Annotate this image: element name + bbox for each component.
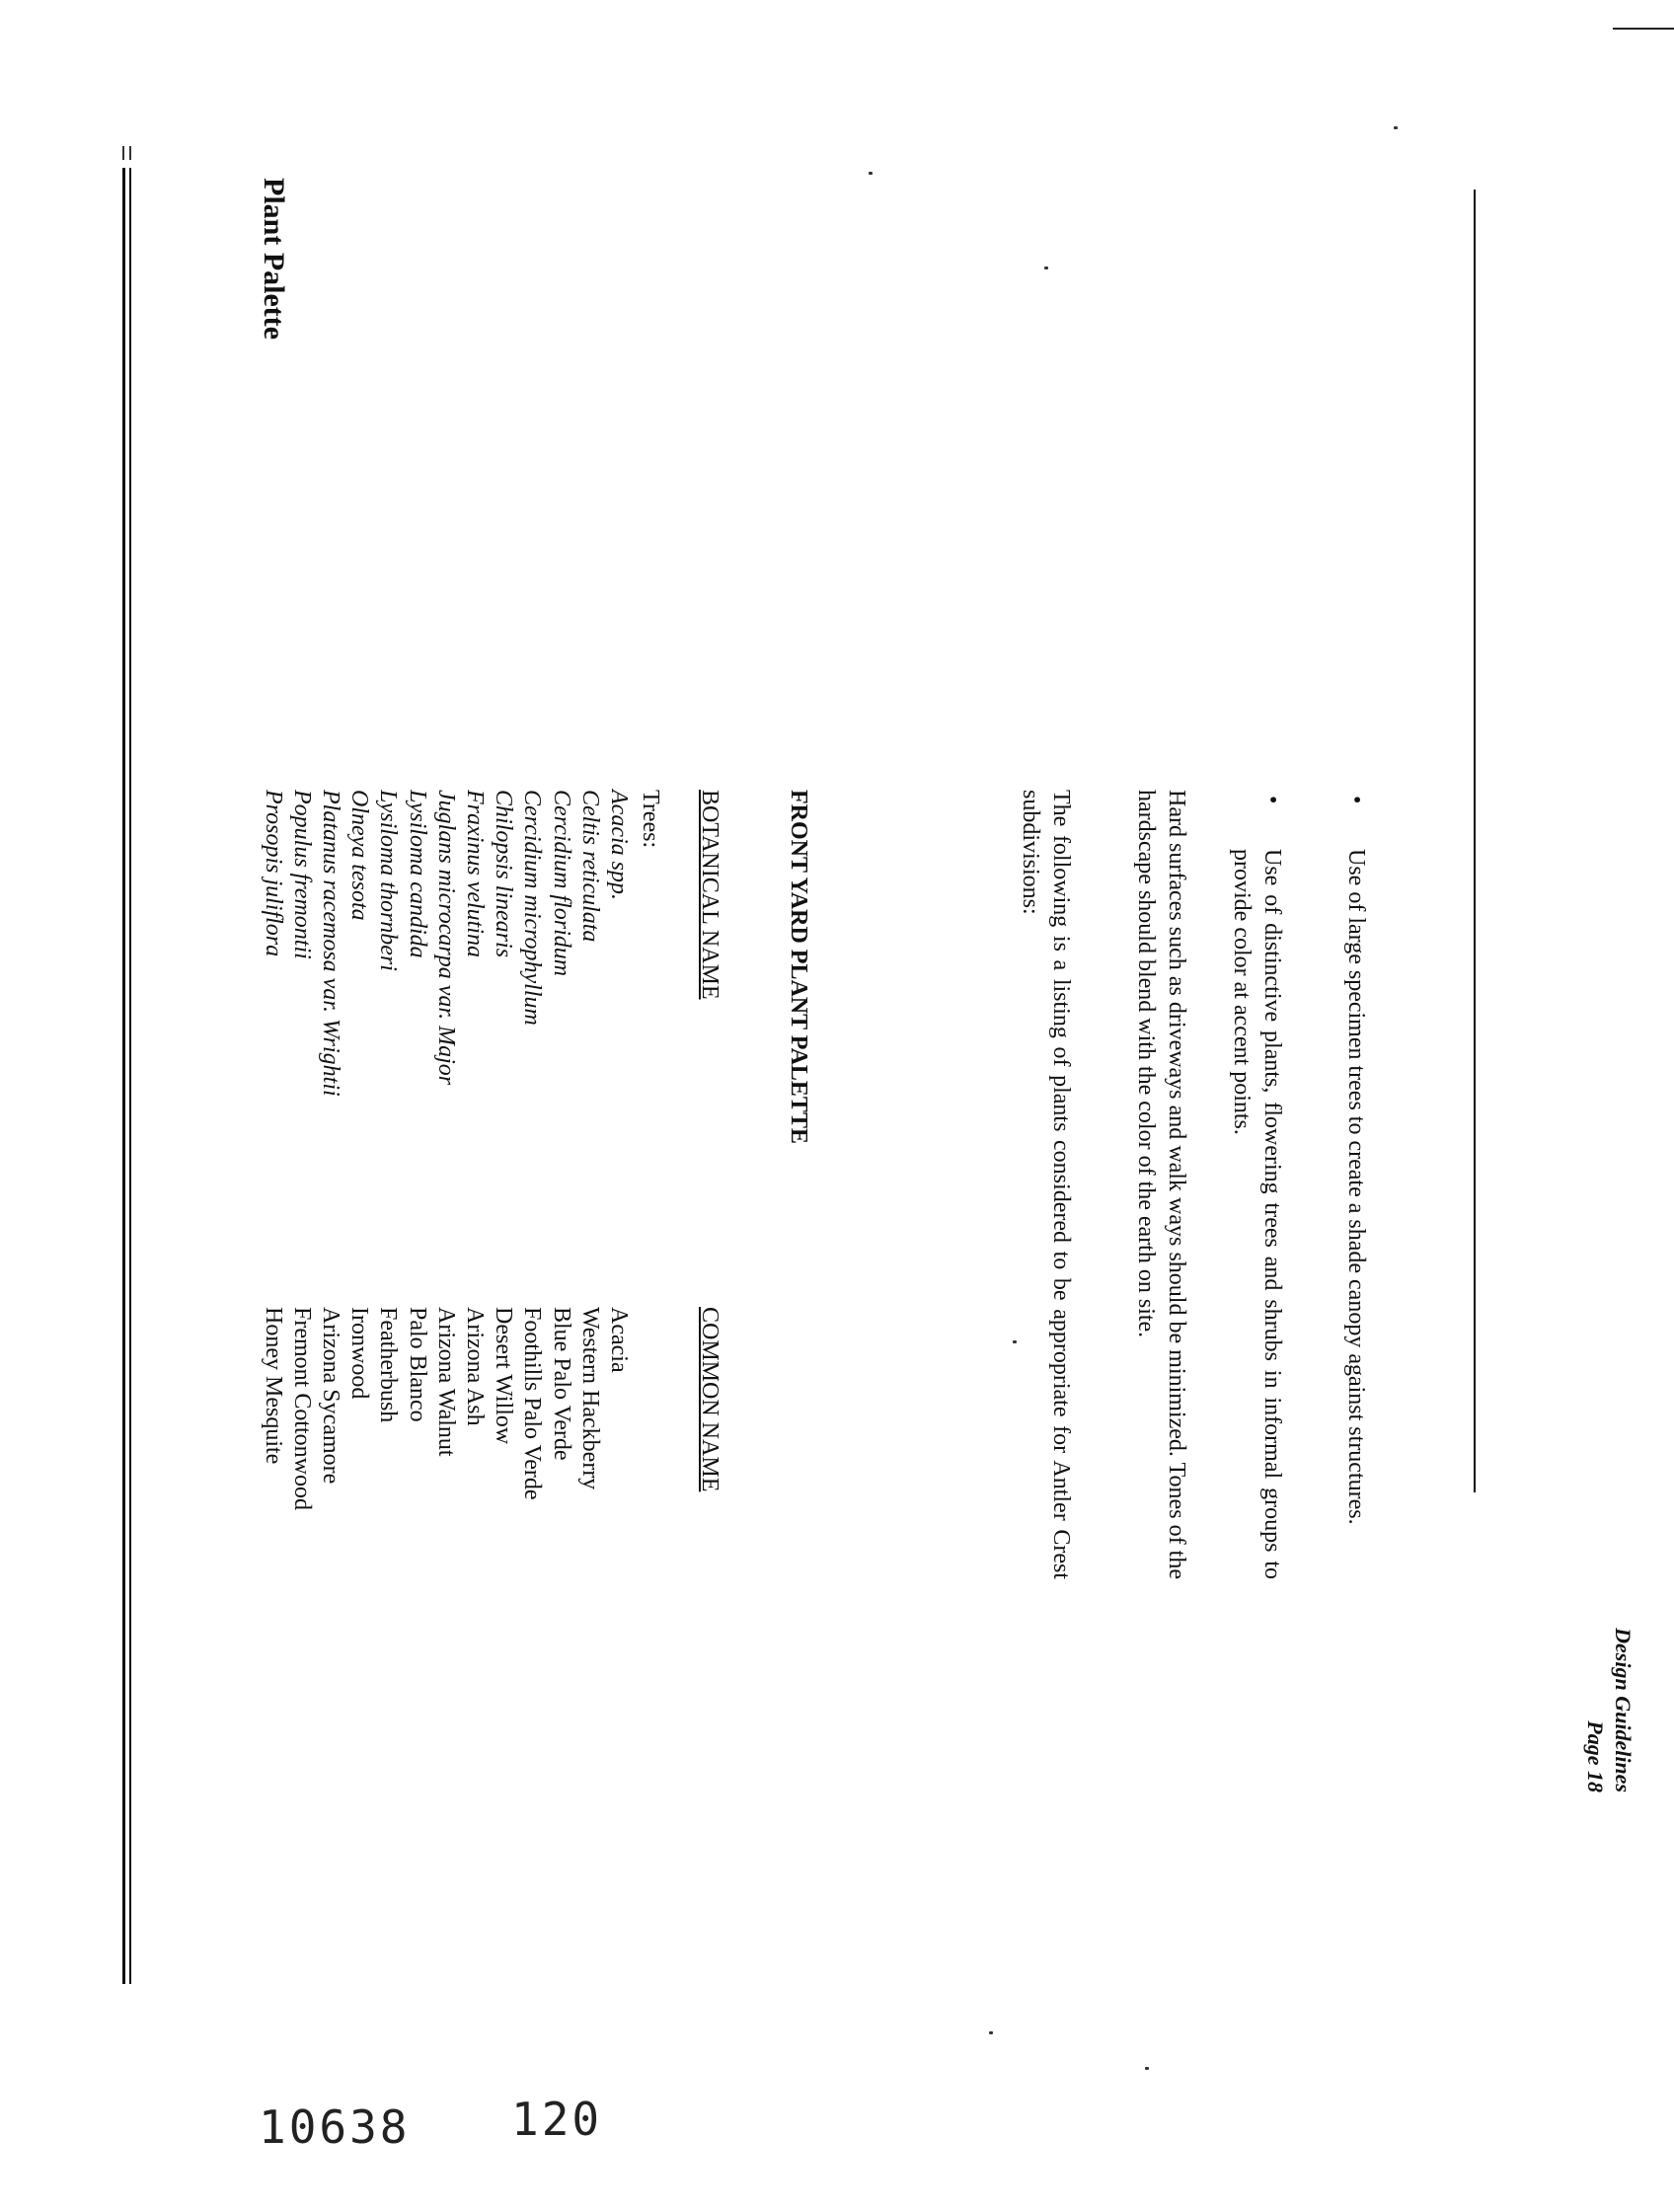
section-title: Plant Palette (258, 178, 290, 341)
trees-label: Trees: (638, 790, 663, 849)
bullet-dot: • (1259, 796, 1285, 804)
botanical-name: Cercidium microphyllum (519, 790, 546, 1026)
common-name: Fremont Cottonwood (288, 1307, 315, 1511)
running-header (1581, 1628, 1636, 1792)
margin-rule-top (122, 146, 131, 160)
botanical-name: Cercidium floridum (548, 790, 574, 977)
bullet-text: Use of distinctive plants, flowering trees and shrubs in informal groups to provide color at accent points. (1229, 849, 1285, 1579)
common-name: Acacia (606, 1307, 632, 1373)
bullet-item-distinctive-plants (1226, 796, 1287, 1579)
header-title: Design Guidelines (1611, 1628, 1636, 1792)
botanical-name: Populus fremontii (288, 790, 315, 959)
botanical-name: Lysiloma thornberi (375, 790, 402, 971)
botanical-name: Juglans microcarpa var. Major (432, 790, 459, 1086)
header-page: Page 18 (1583, 1720, 1608, 1792)
botanical-name: Prosopis juliflora (260, 790, 286, 957)
rotated-page-body (122, 178, 1465, 2033)
botanical-name: Celtis reticulata (576, 790, 603, 943)
paragraph-hard-surfaces: Hard surfaces such as driveways and walk ways should be minimized. Tones of the hardscape should blend with the color of the earth on site. (1133, 790, 1189, 1579)
header-rule (1474, 190, 1476, 1492)
common-name: Arizona Sycamore (317, 1307, 343, 1485)
palette-heading: FRONT YARD PLANT PALETTE (786, 790, 811, 1144)
bullet-item-shade-trees (1340, 796, 1371, 1579)
common-name: Featherbush (375, 1307, 402, 1423)
common-name: Western Hackberry (576, 1307, 603, 1490)
recording-page-number: 120 (511, 2093, 603, 2146)
common-name: Blue Palo Verde (548, 1307, 574, 1461)
botanical-name: Olneya tesota (346, 790, 373, 921)
common-name-list (258, 1307, 633, 1510)
common-name: Palo Blanco (404, 1307, 430, 1422)
paragraph-plant-listing: The following is a listing of plants considered to be appropriate for Antler Crest subdivisions: (1018, 790, 1074, 1579)
botanical-name: Lysiloma candida (404, 790, 430, 958)
botanical-name: Chilopsis linearis (491, 790, 517, 958)
common-name: Arizona Walnut (432, 1307, 459, 1457)
common-name: Arizona Ash (461, 1307, 488, 1426)
bullet-text: Use of large specimen trees to create a shade canopy against structures. (1343, 849, 1369, 1525)
botanical-name: Platanus racemosa var. Wrightii (317, 790, 343, 1097)
scan-speck (1145, 2067, 1149, 2070)
scan-speck (1394, 126, 1398, 129)
column-header-botanical: BOTANICAL NAME (697, 790, 723, 1000)
document-number: 10638 (259, 2100, 411, 2154)
botanical-name: Fraxinus velutina (461, 790, 488, 957)
scan-speck (869, 172, 873, 175)
common-name: Foothills Palo Verde (519, 1307, 546, 1500)
common-name: Desert Willow (491, 1307, 517, 1445)
botanical-name: Acacia spp. (606, 790, 632, 900)
column-header-common: COMMON NAME (697, 1307, 723, 1492)
botanical-name-list (258, 790, 633, 1097)
bullet-dot: • (1343, 796, 1369, 804)
common-name: Honey Mesquite (260, 1307, 286, 1465)
scan-edge-mark (1613, 28, 1674, 30)
common-name: Ironwood (346, 1307, 373, 1400)
